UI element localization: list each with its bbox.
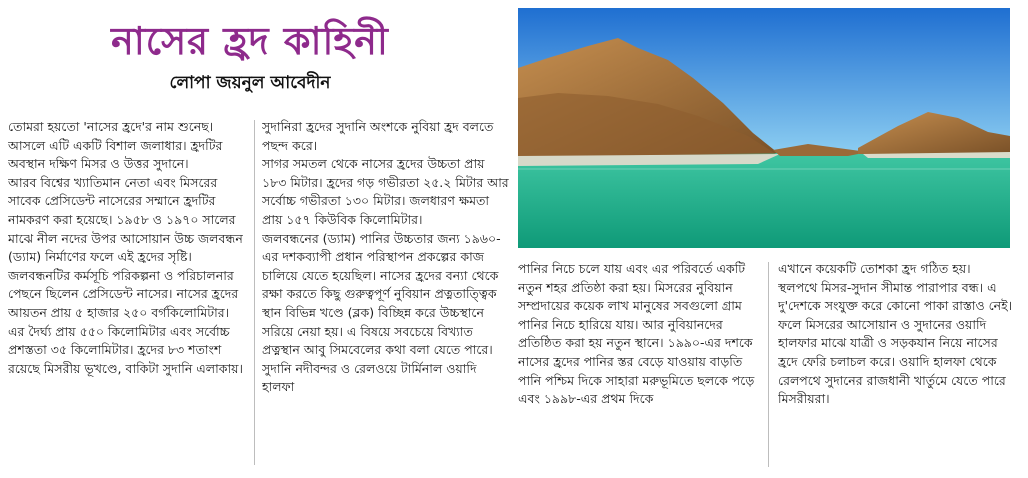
column-4-paragraph-1: এখানে কয়েকটি তোশকা হ্রদ গঠিত হয়। <box>778 261 971 276</box>
article-column-2 <box>262 118 512 470</box>
column-2-paragraph-1: সুদানিরা হ্রদের সুদানি অংশকে নুবিয়া হ্রদ বলতে পছন্দ করে। <box>262 119 494 153</box>
column-divider <box>768 262 769 467</box>
column-4-paragraph-2: স্থলপথে মিসর-সুদান সীমান্ত পারাপার বন্ধ। এ দু'দেশকে সংযুক্ত করে কোনো পাকা রাস্তাও নেই। ফলে মিসরের আসোয়ান ও সুদানের ওয়াদি হালফার মাঝে যাত্রী ও সড়কযান নিয়ে নাসের হ্রদে ফেরি চলাচল করে। ওয়াদি হালফা থেকে রেলপথে সুদানের রাজধানী খার্তুমে যেতে পারে মিসরীয়রা। <box>778 279 1013 407</box>
column-1-paragraph-1: তোমরা হয়তো 'নাসের হ্রদে'র নাম শুনেছ। আসলে এটি একটি বিশাল জলাধার। হ্রদটির অবস্থান দক্ষিণ মিসর ও উত্তর সুদানে। <box>8 119 223 172</box>
column-2-paragraph-2: সাগর সমতল থেকে নাসের হ্রদের উচ্চতা প্রায় ১৮৩ মিটার। হ্রদের গড় গভীরতা ২৫.২ মিটার আর সর্বোচ্চ গভীরতা ১৩০ মিটার। জলধারণ ক্ষমতা প্রায় ১৫৭ কিউবিক কিলোমিটার। <box>262 156 509 227</box>
article-title: নাসের হ্রদ কাহিনী <box>111 19 389 63</box>
article-column-1 <box>8 118 246 470</box>
author-byline: লোপা জয়নুল আবেদীন <box>169 73 331 93</box>
article-column-4 <box>778 260 1018 470</box>
column-divider <box>254 120 255 465</box>
column-2-paragraph-3: জলবন্ধনের (ড্যাম) পানির উচ্চতার জন্য ১৯৬০-এর দশকব্যাপী প্রধান পরিস্থাপন প্রকল্পের কাজ চালিয়ে যেতে হয়েছিল। নাসের হ্রদের বন্যা থেকে রক্ষা করতে কিছু গুরুত্বপূর্ণ নুবিয়ান প্রত্নতাত্ত্বিক স্থান বিভিন্ন খণ্ডে (ব্লক) বিচ্ছিন্ন করে উচ্চস্থানে সরিয়ে নেয়া হয়। এ বিষয়ে সবচেয়ে বিখ্যাত প্রত্নস্থান আবু সিমবেলের কথা বলা যেতে পারে। সুদানি নদীবন্দর ও রেলওয়ে টার্মিনাল ওয়াদি হালফা <box>262 230 501 395</box>
column-3-paragraph-1: পানির নিচে চলে যায় এবং এর পরিবর্তে একটি নতুন শহর প্রতিষ্ঠা করা হয়। মিসরের নুবিয়ান সম্প্রদায়ের কয়েক লাখ মানুষের সবগুলো গ্রাম পানির নিচে হারিয়ে যায়। আর নুবিয়ানদের প্রতিষ্ঠিত করা হয় নতুন স্থানে। ১৯৯০-এর দশকে নাসের হ্রদের পানির স্তর বেড়ে যাওয়ায় বাড়তি পানি পশ্চিম দিকে সাহারা মরুভূমিতে ছলকে পড়ে এবং ১৯৯৮-এর প্রথম দিকে <box>518 261 755 407</box>
column-1-paragraph-2: আরব বিশ্বের খ্যাতিমান নেতা এবং মিসরের সাবেক প্রেসিডেন্ট নাসেরের সম্মানে হ্রদটির নামকরণ করা হয়েছে। ১৯৫৮ ও ১৯৭০ সালের মাঝে নীল নদের উপর আসোয়ান উচ্চ জলবন্ধন (ড্যাম) নির্মাণের ফলে এই হ্রদের সৃষ্টি। জলবন্ধনটির কর্মসূচি পরিকল্পনা ও পরিচালনার পেছনে ছিলেন প্রেসিডেন্ট নাসের। নাসের হ্রদের আয়তন প্রায় ৫ হাজার ২৫০ বর্গকিলোমিটার। এর দৈর্ঘ্য প্রায় ৫৫০ কিলোমিটার এবং সর্বোচ্চ প্রশস্ততা ৩৫ কিলোমিটার। হ্রদের ৮৩ শতাংশ রয়েছে মিসরীয় ভূখণ্ডে, বাকিটা সুদানি এলাকায়। <box>8 174 243 376</box>
article-column-3 <box>518 260 758 470</box>
lake-photo <box>518 8 1010 248</box>
